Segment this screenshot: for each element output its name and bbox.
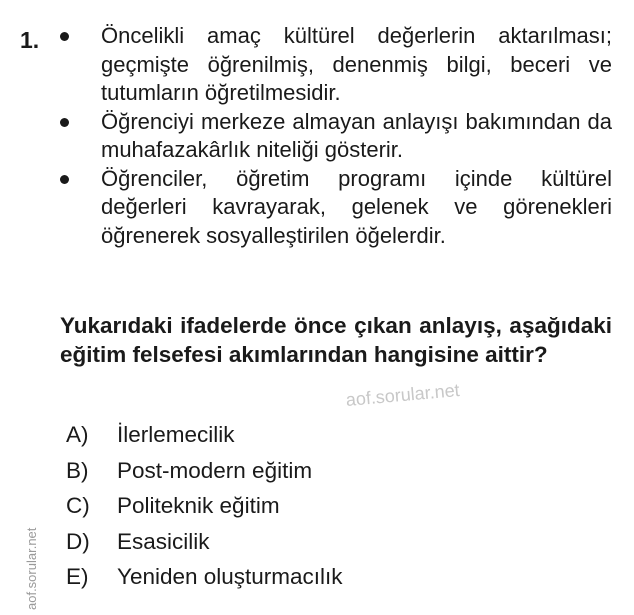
statement-item — [60, 22, 612, 108]
answer-options — [66, 421, 343, 599]
option-letter: B) — [66, 457, 89, 483]
question-number: 1. — [20, 27, 40, 53]
option-b[interactable] — [66, 457, 343, 493]
option-a[interactable] — [66, 421, 343, 457]
option-c[interactable] — [66, 492, 343, 528]
option-text: İlerlemecilik — [117, 422, 235, 447]
statement-list — [60, 22, 612, 250]
option-text: Post-modern eğitim — [117, 457, 313, 483]
option-letter: D) — [66, 528, 90, 554]
question-stem: Yukarıdaki ifadelerde önce çıkan anlayış, aşağıdaki eğitim felsefesi akımlarından hangisine aittir? — [60, 313, 612, 367]
watermark-side: aof.sorular.net — [24, 527, 39, 610]
bullet-icon — [60, 118, 69, 127]
option-letter: A) — [66, 422, 89, 447]
statement-text: Öğrenciyi merkeze almayan anlayışı bakımından da muhafazakârlık niteliği gösterir. — [101, 108, 612, 162]
option-e[interactable] — [66, 563, 343, 599]
option-d[interactable] — [66, 528, 343, 564]
option-text: Yeniden oluşturmacılık — [117, 564, 343, 590]
statement-text: Öncelikli amaç kültürel değerlerin aktarılması; geçmişte öğrenilmiş, denenmiş bilgi, beceri ve tutumların öğretilmesidir. — [101, 23, 612, 105]
statement-item — [60, 165, 612, 251]
option-text: Esasicilik — [117, 528, 210, 554]
option-text: Politeknik eğitim — [117, 493, 280, 519]
bullet-icon — [60, 175, 69, 184]
option-letter: E) — [66, 564, 89, 590]
statement-item — [60, 108, 612, 165]
statement-text: Öğrenciler, öğretim programı içinde kültürel değerleri kavrayarak, gelenek ve görenekleri öğrenerek sosyalleştirilen öğelerdir. — [101, 165, 612, 248]
watermark-center: aof.sorular.net — [345, 380, 461, 410]
bullet-icon — [60, 32, 69, 41]
option-letter: C) — [66, 493, 90, 519]
